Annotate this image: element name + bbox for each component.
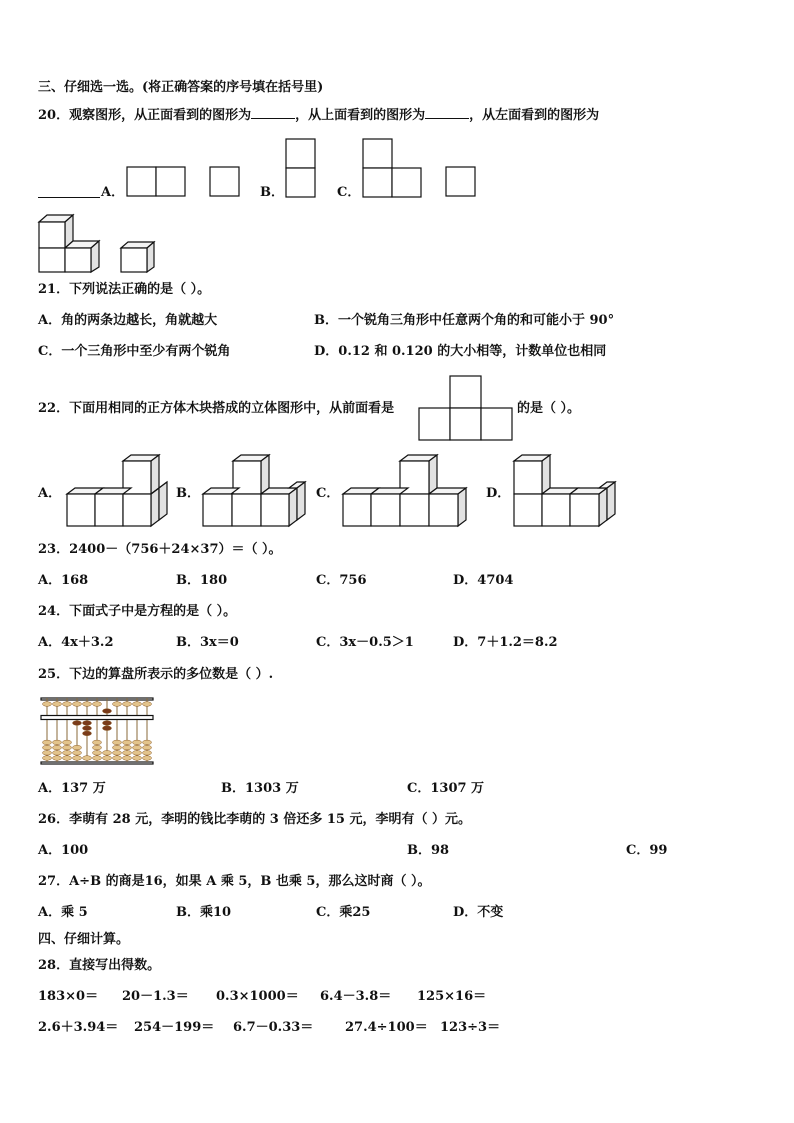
q23-option-c[interactable]: C．756 <box>316 573 367 588</box>
q20-text-1: 20．观察图形，从正面看到的图形为 <box>38 108 252 123</box>
q28-stem: 28．直接写出得数。 <box>38 958 161 973</box>
q23-option-d[interactable]: D．4704 <box>453 573 514 588</box>
abacus-bead <box>103 751 112 756</box>
abacus-bead <box>43 756 52 761</box>
abacus-bead <box>43 751 52 756</box>
abacus-bead <box>143 745 152 750</box>
q26-option-a[interactable]: A．100 <box>38 843 89 858</box>
q22-label-d[interactable]: D． <box>486 486 511 501</box>
q22-stem-2: 的是（ ）。 <box>517 401 581 416</box>
abacus-bead <box>93 702 102 707</box>
abacus-bead <box>83 726 92 731</box>
q27-stem: 27．A÷B 的商是16，如果 A 乘 5，B 也乘 5，那么这时商（ ）。 <box>38 874 431 889</box>
abacus-bead <box>83 721 92 726</box>
q21-option-d[interactable]: D．0.12 和 0.120 的大小相等，计数单位也相同 <box>314 344 607 359</box>
q21-stem: 21．下列说法正确的是（ ）。 <box>38 282 211 297</box>
q20-blank-left[interactable] <box>38 185 100 198</box>
abacus-bead <box>103 726 112 731</box>
q24-stem: 24．下面式子中是方程的是（ ）。 <box>38 604 237 619</box>
abacus-bead <box>123 751 132 756</box>
abacus-bead <box>113 756 122 761</box>
abacus-bead <box>63 702 72 707</box>
abacus-bead <box>133 702 142 707</box>
section-4-title: 四、仔细计算。 <box>38 932 130 947</box>
q21-option-a[interactable]: A．角的两条边越长，角就越大 <box>38 313 218 328</box>
q20-option-a-shape2 <box>209 166 241 198</box>
abacus-bead <box>103 721 112 726</box>
q23-stem: 23．2400－（756＋24×37）＝（ ）。 <box>38 542 282 557</box>
q26-stem: 26．李萌有 28 元，李明的钱比李萌的 3 倍还多 15 元，李明有（ ）元。 <box>38 812 471 827</box>
q25-stem: 25．下边的算盘所表示的多位数是（ ）. <box>38 667 274 682</box>
abacus-bead <box>133 740 142 745</box>
abacus-bead <box>133 745 142 750</box>
abacus-bead <box>123 740 132 745</box>
abacus-bead <box>123 756 132 761</box>
abacus-bead <box>93 745 102 750</box>
q22-option-b-solid <box>202 454 308 528</box>
q22-stem-1: 22．下面用相同的正方体木块搭成的立体图形中，从前面看是 <box>38 401 395 416</box>
q21-option-c[interactable]: C．一个三角形中至少有两个锐角 <box>38 344 231 359</box>
q20-label-b: B． <box>260 185 284 200</box>
q28-item[interactable]: 20－1.3＝ <box>122 989 189 1004</box>
abacus-bead <box>123 702 132 707</box>
q25-option-c[interactable]: C．1307 万 <box>407 781 485 796</box>
abacus-bead <box>123 745 132 750</box>
abacus-bead <box>53 702 62 707</box>
q20-text-3: ，从左面看到的图形为 <box>469 108 600 123</box>
abacus-bead <box>93 740 102 745</box>
q28-item[interactable]: 125×16＝ <box>417 989 487 1004</box>
q27-option-c[interactable]: C．乘25 <box>316 905 371 920</box>
abacus-bead <box>53 740 62 745</box>
q28-item[interactable]: 123÷3＝ <box>440 1020 501 1035</box>
abacus-bead <box>53 745 62 750</box>
q21-option-b[interactable]: B．一个锐角三角形中任意两个角的和可能小于 90° <box>314 313 615 328</box>
abacus-bead <box>113 702 122 707</box>
q20-option-c-shape1 <box>362 138 422 198</box>
q27-option-b[interactable]: B．乘10 <box>176 905 232 920</box>
abacus-bead <box>113 740 122 745</box>
abacus-bead <box>63 751 72 756</box>
abacus-beam <box>41 716 153 720</box>
q27-option-a[interactable]: A．乘 5 <box>38 905 88 920</box>
q20-option-a-shape1 <box>126 166 186 198</box>
abacus-bead <box>53 756 62 761</box>
q28-item[interactable]: 27.4÷100＝ <box>345 1020 428 1035</box>
q24-option-b[interactable]: B．3x＝0 <box>176 635 239 650</box>
abacus-bead <box>143 756 152 761</box>
abacus-bead <box>143 751 152 756</box>
abacus-bead <box>63 740 72 745</box>
q28-item[interactable]: 254－199＝ <box>134 1020 215 1035</box>
q22-front-view-shape <box>418 375 514 441</box>
q22-label-a[interactable]: A． <box>38 486 62 501</box>
abacus-bead <box>73 751 82 756</box>
abacus-bead <box>103 709 112 714</box>
q20-stem <box>38 106 599 124</box>
q20-solid-main <box>38 212 102 274</box>
q28-item[interactable]: 183×0＝ <box>38 989 99 1004</box>
abacus-bead <box>93 751 102 756</box>
q24-option-c[interactable]: C．3x－0.5＞1 <box>316 635 414 650</box>
abacus-bead <box>133 756 142 761</box>
abacus-bead <box>63 756 72 761</box>
q26-option-c[interactable]: C．99 <box>626 843 668 858</box>
q23-option-a[interactable]: A．168 <box>38 573 89 588</box>
q20-blank-top[interactable] <box>425 106 469 119</box>
q22-option-a-solid <box>64 454 172 528</box>
abacus-bead <box>73 721 82 726</box>
q20-blank-front[interactable] <box>251 106 295 119</box>
section-3-title: 三、仔细选一选。(将正确答案的序号填在括号里) <box>38 80 324 95</box>
q25-option-b[interactable]: B．1303 万 <box>221 781 299 796</box>
q22-label-c[interactable]: C． <box>316 486 340 501</box>
q24-option-a[interactable]: A．4x＋3.2 <box>38 635 114 650</box>
q23-option-b[interactable]: B．180 <box>176 573 228 588</box>
q28-item[interactable]: 6.7－0.33＝ <box>233 1020 314 1035</box>
abacus-frame-bottom <box>41 762 153 764</box>
abacus-bead <box>113 745 122 750</box>
abacus-bead <box>43 702 52 707</box>
abacus-bead <box>63 745 72 750</box>
abacus-bead <box>53 751 62 756</box>
q28-item[interactable]: 6.4－3.8＝ <box>320 989 392 1004</box>
abacus-bead <box>143 740 152 745</box>
abacus-bead <box>83 702 92 707</box>
abacus-bead <box>143 702 152 707</box>
abacus-bead <box>43 740 52 745</box>
q20-label-a: A． <box>101 185 125 200</box>
abacus-bead <box>103 756 112 761</box>
q20-label-c: C． <box>337 185 361 200</box>
q22-option-c-solid <box>342 454 470 528</box>
q22-option-d-solid <box>512 454 618 528</box>
q26-option-b[interactable]: B．98 <box>407 843 450 858</box>
q28-item[interactable]: 2.6＋3.94＝ <box>38 1020 119 1035</box>
q20-solid-small <box>120 240 156 274</box>
abacus-bead <box>43 745 52 750</box>
q28-item[interactable]: 0.3×1000＝ <box>216 989 299 1004</box>
q20-text-2: ，从上面看到的图形为 <box>295 108 426 123</box>
abacus-bead <box>73 756 82 761</box>
abacus-bead <box>113 751 122 756</box>
q20-option-b-shape <box>285 138 317 198</box>
abacus-bead <box>133 751 142 756</box>
abacus-bead <box>83 756 92 761</box>
abacus-bead <box>93 756 102 761</box>
abacus-bead <box>73 702 82 707</box>
abacus <box>40 696 154 766</box>
q20-option-c-shape2 <box>445 166 477 198</box>
q24-option-d[interactable]: D．7＋1.2＝8.2 <box>453 635 558 650</box>
q22-label-b[interactable]: B． <box>176 486 200 501</box>
abacus-bead <box>83 731 92 736</box>
abacus-bead <box>73 745 82 750</box>
q25-option-a[interactable]: A．137 万 <box>38 781 106 796</box>
q27-option-d[interactable]: D．不变 <box>453 905 504 920</box>
